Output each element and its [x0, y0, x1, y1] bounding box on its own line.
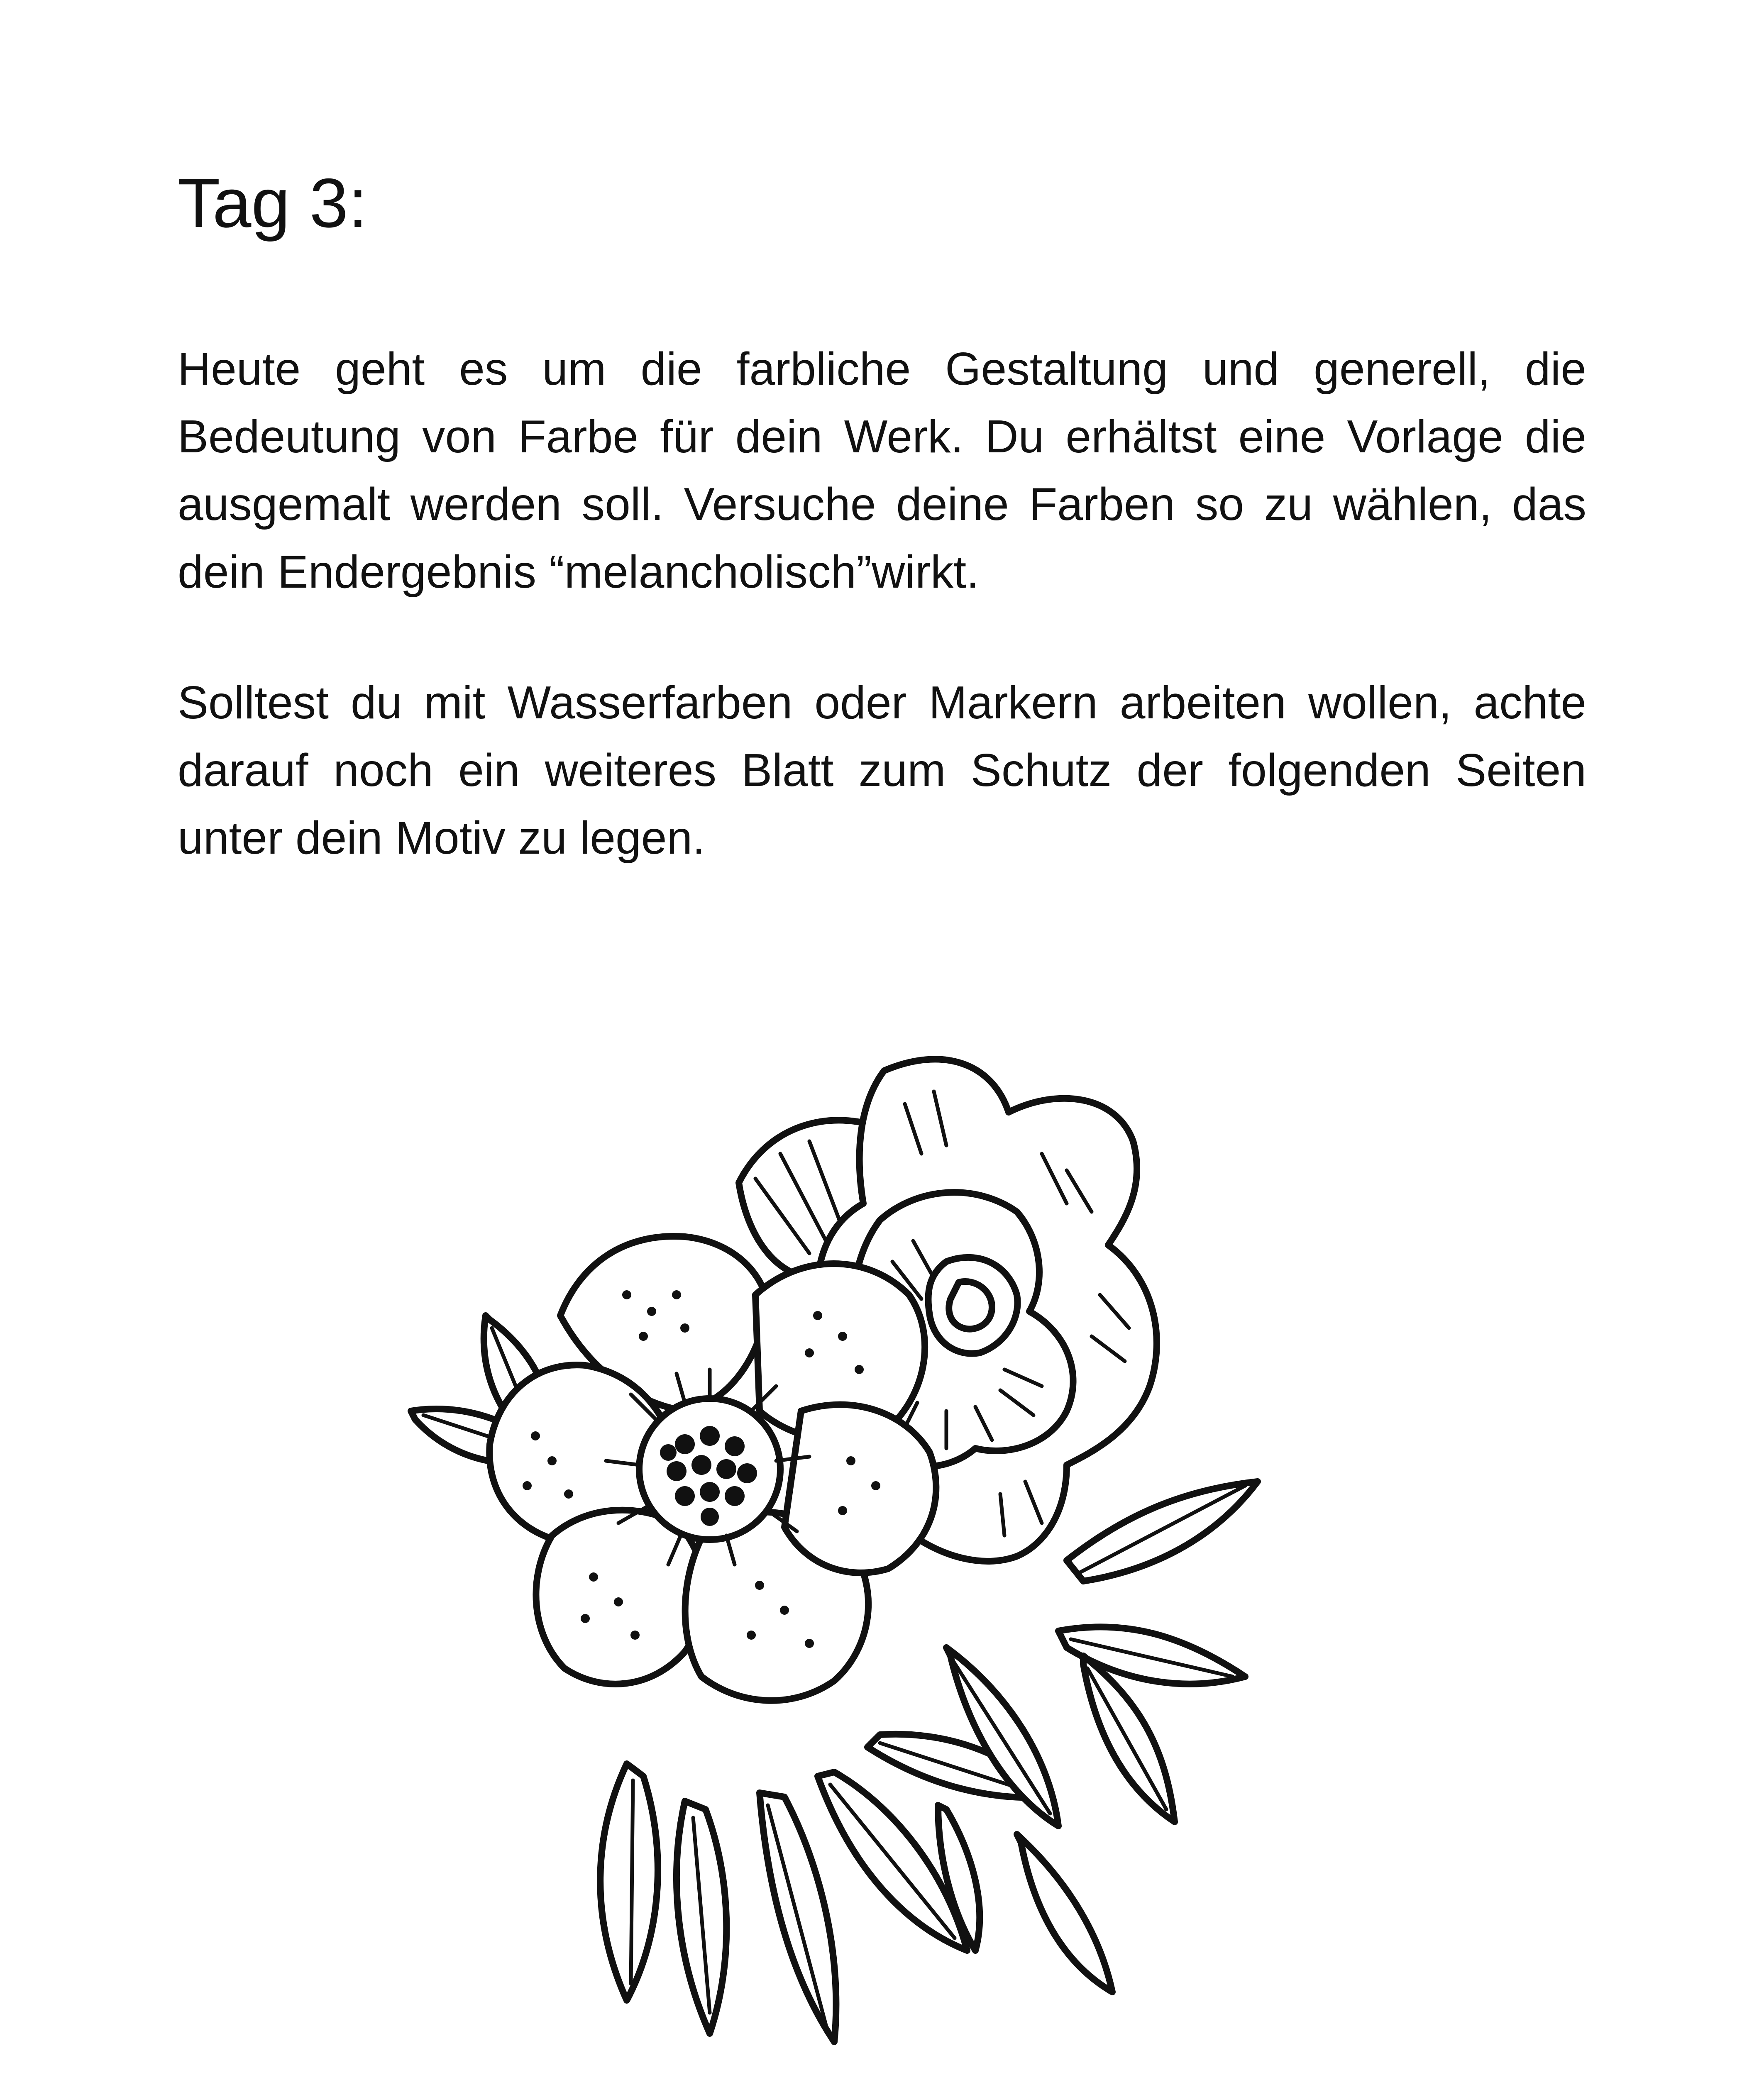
- page-title: Tag 3:: [178, 164, 368, 242]
- flower-drawing: [394, 1046, 1399, 2075]
- instruction-paragraph-2: Solltest du mit Wasserfarben oder Markern arbeiten wollen, achte darauf noch ein weiteres Blatt zum Schutz der folgenden Seiten unter dein Motiv zu legen.: [178, 677, 1586, 864]
- flower-coloring-template: [394, 1046, 1399, 2075]
- bottom-leaves: [600, 1648, 1112, 2042]
- right-leaves: [1058, 1482, 1258, 1822]
- open-flower: [489, 1236, 936, 1701]
- instruction-paragraph-1: Heute geht es um die farbliche Gestaltung und generell, die Bedeutung von Farbe für dein Werk. Du erhältst eine Vorlage die ausgemalt werden soll. Versuche deine Farben so zu wählen, das dein Endergebnis “melancholisch”wirkt.: [178, 343, 1586, 598]
